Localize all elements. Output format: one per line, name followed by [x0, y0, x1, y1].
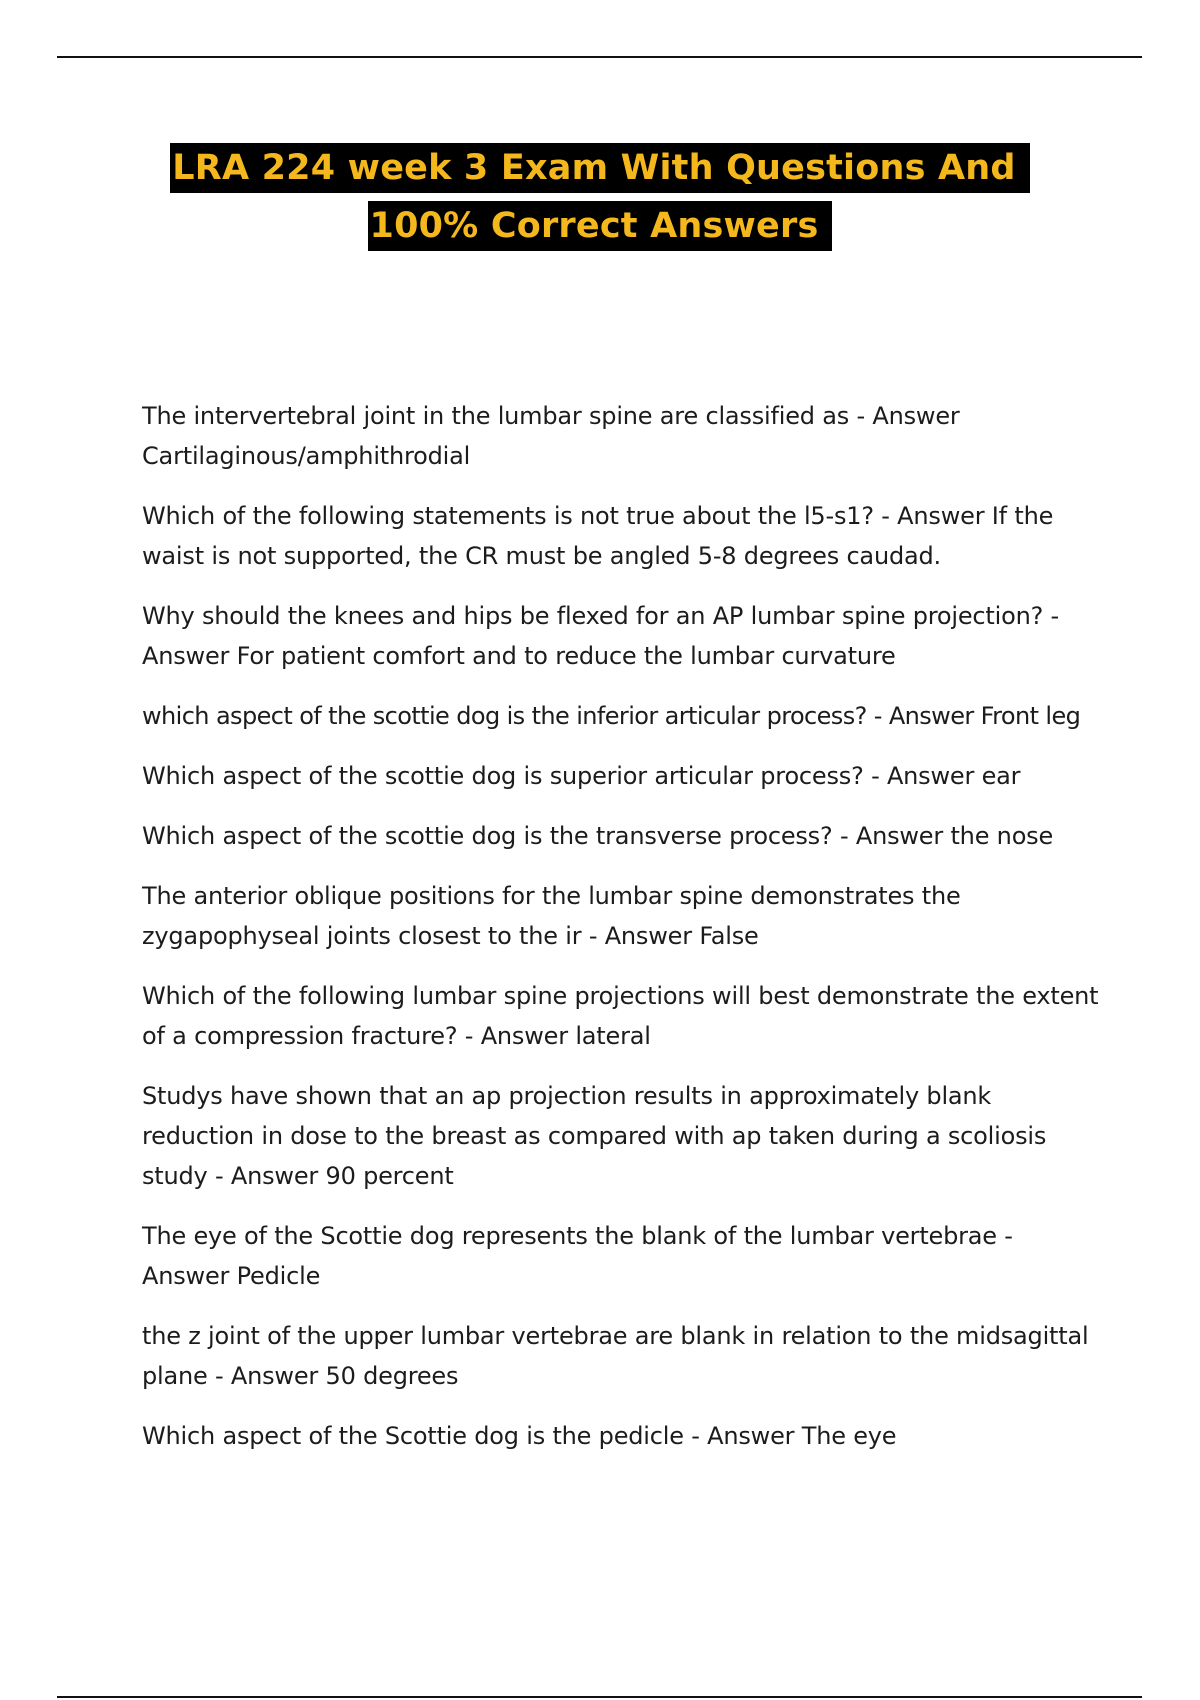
title-line-2: 100% Correct Answers — [368, 201, 833, 251]
qa-item: Which of the following statements is not true about the l5-s1? - Answer If the waist is not supported, the CR must be angled 5-8 degrees caudad. — [142, 502, 1054, 570]
qa-item: Why should the knees and hips be flexed for an AP lumbar spine projection? - Answer For patient comfort and to reduce the lumbar curvature — [142, 602, 1060, 670]
qa-item: the z joint of the upper lumbar vertebrae are blank in relation to the midsagittal plane - Answer 50 degrees — [142, 1322, 1089, 1390]
footer-rule — [57, 1696, 1142, 1698]
title-line-1: LRA 224 week 3 Exam With Questions And — [170, 143, 1029, 193]
qa-item: Which of the following lumbar spine projections will best demonstrate the extent of a compression fracture? - Answer lateral — [142, 982, 1099, 1050]
qa-item: Which aspect of the scottie dog is the transverse process? - Answer the nose — [142, 822, 1054, 850]
header-rule — [57, 56, 1142, 58]
qa-item: Which aspect of the scottie dog is superior articular process? - Answer ear — [142, 762, 1021, 790]
qa-item: The intervertebral joint in the lumbar spine are classified as - Answer Cartilaginous/amphithrodial — [142, 402, 960, 470]
qa-item: which aspect of the scottie dog is the inferior articular process? - Answer Front leg — [142, 702, 1081, 730]
qa-item: The eye of the Scottie dog represents the blank of the lumbar vertebrae - Answer Pedicle — [142, 1222, 1013, 1290]
qa-item: The anterior oblique positions for the lumbar spine demonstrates the zygapophyseal joints closest to the ir - Answer False — [142, 882, 961, 950]
qa-item: Which aspect of the Scottie dog is the pedicle - Answer The eye — [142, 1422, 897, 1450]
qa-list — [142, 396, 1102, 1476]
document-title — [0, 143, 1200, 251]
qa-item: Studys have shown that an ap projection results in approximately blank reduction in dose to the breast as compared with ap taken during a scoliosis study - Answer 90 percent — [142, 1082, 1047, 1190]
